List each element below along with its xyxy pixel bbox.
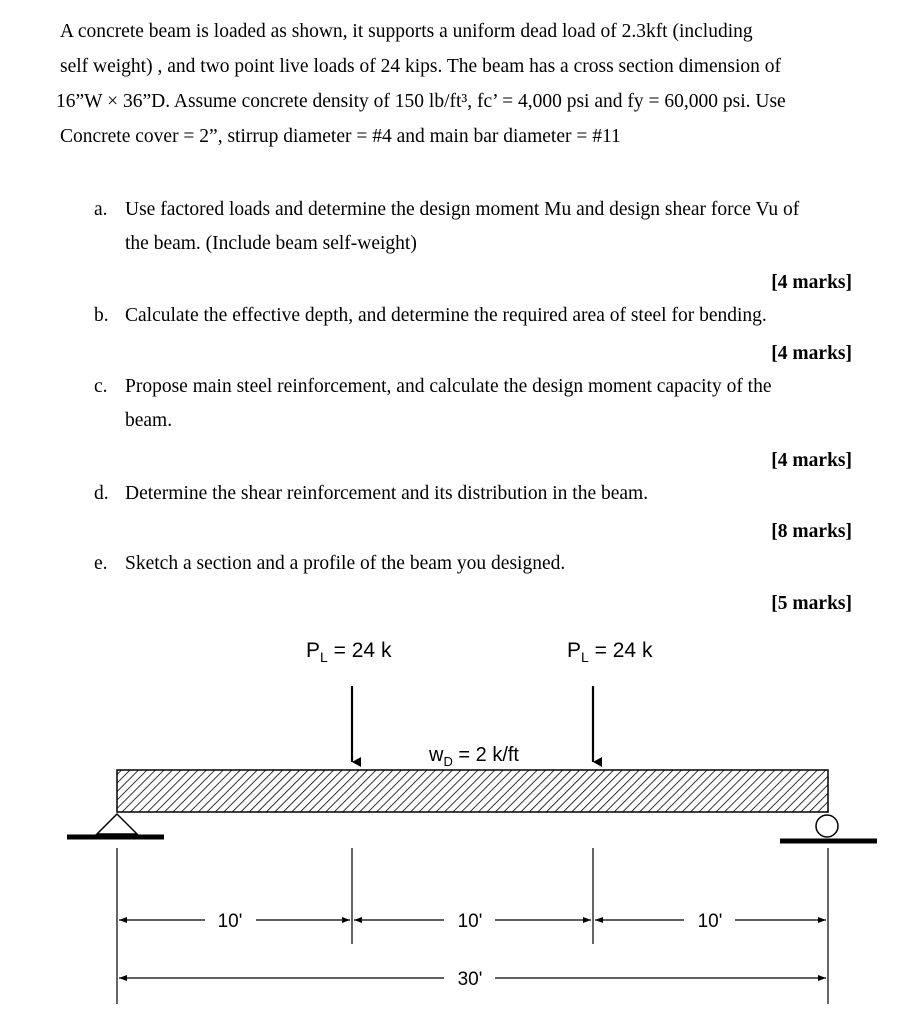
intro-line-4: Concrete cover = 2”, stirrup diameter = #4 and main bar diameter = #11 (60, 126, 621, 147)
span-label-2: 10' (457, 911, 483, 932)
question-text: Determine the shear reinforcement and its distribution in the beam. (125, 483, 649, 504)
marks-d: [8 marks] (771, 521, 852, 542)
question-text: Propose main steel reinforcement, and calculate the design moment capacity of the (125, 376, 772, 397)
marks-c: [4 marks] (771, 450, 852, 471)
question-text: Use factored loads and determine the design moment Mu and design shear force Vu of (125, 199, 800, 220)
roller-support-icon (780, 815, 877, 841)
marks-e: [5 marks] (771, 593, 852, 614)
span-label-3: 10' (697, 911, 723, 932)
question-label: b. (94, 305, 109, 326)
span-label-1: 10' (217, 911, 243, 932)
udl-label: $w_D = 2$ k/ft (429, 744, 519, 769)
load-label-right: $P_L = 24$ k (567, 639, 653, 665)
intro-line-1: A concrete beam is loaded as shown, it supports a uniform dead load of 2.3kft (including (60, 21, 753, 42)
marks-a: [4 marks] (771, 272, 852, 293)
question-label: e. (94, 553, 108, 574)
marks-b: [4 marks] (771, 343, 852, 364)
total-length-label: 30' (457, 969, 483, 990)
load-label-left: $P_L = 24$ k (306, 639, 392, 665)
intro-line-3: 16”W × 36”D. Assume concrete density of 150 lb/ft³, fc’ = 4,000 psi and fy = 60,000 psi. Use (56, 91, 786, 112)
question-text: the beam. (Include beam self-weight) (125, 233, 417, 254)
question-text: Sketch a section and a profile of the beam you designed. (125, 553, 566, 574)
question-label: d. (94, 483, 109, 504)
question-text: beam. (125, 410, 173, 431)
question-text: Calculate the effective depth, and determine the required area of steel for bending. (125, 305, 767, 326)
question-label: a. (94, 199, 108, 220)
beam (117, 770, 828, 812)
question-label: c. (94, 376, 108, 397)
pin-support-icon (67, 814, 164, 837)
intro-line-2: self weight) , and two point live loads of 24 kips. The beam has a cross section dimension of (60, 56, 782, 77)
